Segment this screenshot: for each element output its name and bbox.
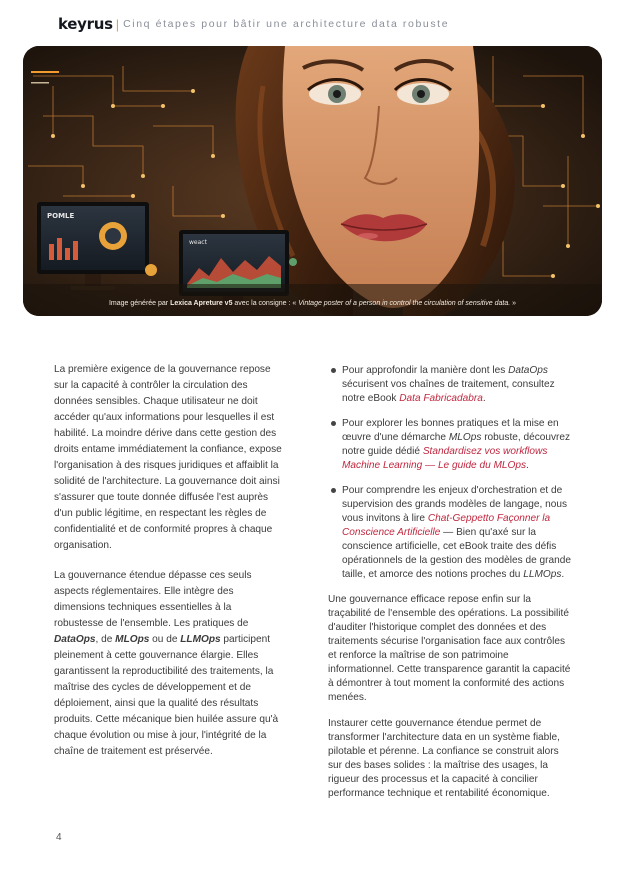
screen-label-2: weact [189, 239, 207, 246]
list-item-mlops: Pour explorer les bonnes pratiques et la mise en œuvre d'une démarche MLOps robuste, découvrez notre guide dédié Standardisez vos workflows Machine Learning — Le guide du MLOps. [328, 417, 574, 473]
link-mlops-guide[interactable]: Standardisez vos workflows Machine Learning — Le guide du MLOps [342, 446, 548, 471]
bullet-icon [331, 488, 336, 493]
image-caption: Image générée par Lexica Apreture v5 avec la consigne : « Vintage poster of a person in control the circulation of sensitive data. » [108, 300, 517, 307]
vintage-poster-illustration [23, 46, 602, 316]
page-number: 4 [56, 832, 62, 843]
paragraph-sensitive-data: La première exigence de la gouvernance repose sur la capacité à contrôler la circulation des données sensibles. Chaque utilisateur ne doit accéder qu'aux informations pour lesquelles il est habilité. La moindre dérive dans cette gestion des droits entame immédiatement la confiance, expose l'organisation à des risques juridiques et affaiblit la solidité de l'architecture. La gouvernance doit ainsi s'assurer que toute donnée diffusée l'est auprès d'un public légitime, en respectant les règles de confidentialité et de conformité propres à chaque organisation. [54, 364, 282, 551]
right-column [328, 364, 574, 813]
link-data-fabricadabra[interactable]: Data Fabricadabra [399, 393, 483, 404]
paragraph-traceability: Une gouvernance efficace repose enfin sur la traçabilité de l'ensemble des opérations. La possibilité d'auditer l'historique complet des données et des traitements sécurise l'organisation face aux contrôles et renforce la maîtrise de son patrimoine informationnel. Cette transparence garantit la capacité à démontrer à tout moment la conformité des actions menées. [328, 594, 571, 703]
header-separator: | [115, 16, 120, 32]
link-chat-geppetto[interactable]: Chat-Geppetto Façonner la Conscience Artificielle [342, 513, 551, 538]
keyrus-logo: keyrus [58, 15, 113, 33]
resource-list [328, 364, 574, 582]
hero-illustration [23, 46, 602, 316]
paragraph-extended-governance: La gouvernance étendue dépasse ces seuls aspects réglementaires. Elle intègre des dimensions techniques essentielles à la robustesse de l'ensemble. Les pratiques de DataOps, de MLOps ou de LLMOps participent pleinement à cette gouvernance élargie. Elles garantissent la reproductibilité des traitements, la maîtrise des cycles de développement et de déploiement, ainsi que la qualité des résultats produits. Cette mécanique bien huilée assure qu'à chaque évolution ou mise à jour, l'intégrité de la chaîne de traitement est préservée. [54, 570, 279, 757]
page-header [58, 14, 449, 34]
list-item-llmops: Pour comprendre les enjeux d'orchestration et de supervision des grands modèles de langage, nous vous invitons à lire Chat-Geppetto Façonner la Conscience Artificielle — Bien qu'axé sur la conscience artificielle, cet eBook traite des défis opérationnels de la gestion des modèles de grande taille, et amorce des notions proches du LLMOps. [328, 484, 574, 582]
list-item-dataops: Pour approfondir la manière dont les DataOps sécurisent vos chaînes de traitement, consultez notre eBook Data Fabricadabra. [328, 364, 574, 406]
paragraph-conclusion: Instaurer cette gouvernance étendue permet de transformer l'architecture data en un système fiable, pilotable et pérenne. La confiance se construit alors sur des bases solides : la maîtrise des usages, la rigueur des processus et la capacité à concilier performance technique et rentabilité économique. [328, 718, 560, 799]
bullet-icon [331, 368, 336, 373]
document-title: Cinq étapes pour bâtir une architecture data robuste [123, 18, 450, 30]
bullet-icon [331, 421, 336, 426]
screen-label-1: POMLE [47, 212, 75, 220]
left-column [54, 362, 282, 774]
